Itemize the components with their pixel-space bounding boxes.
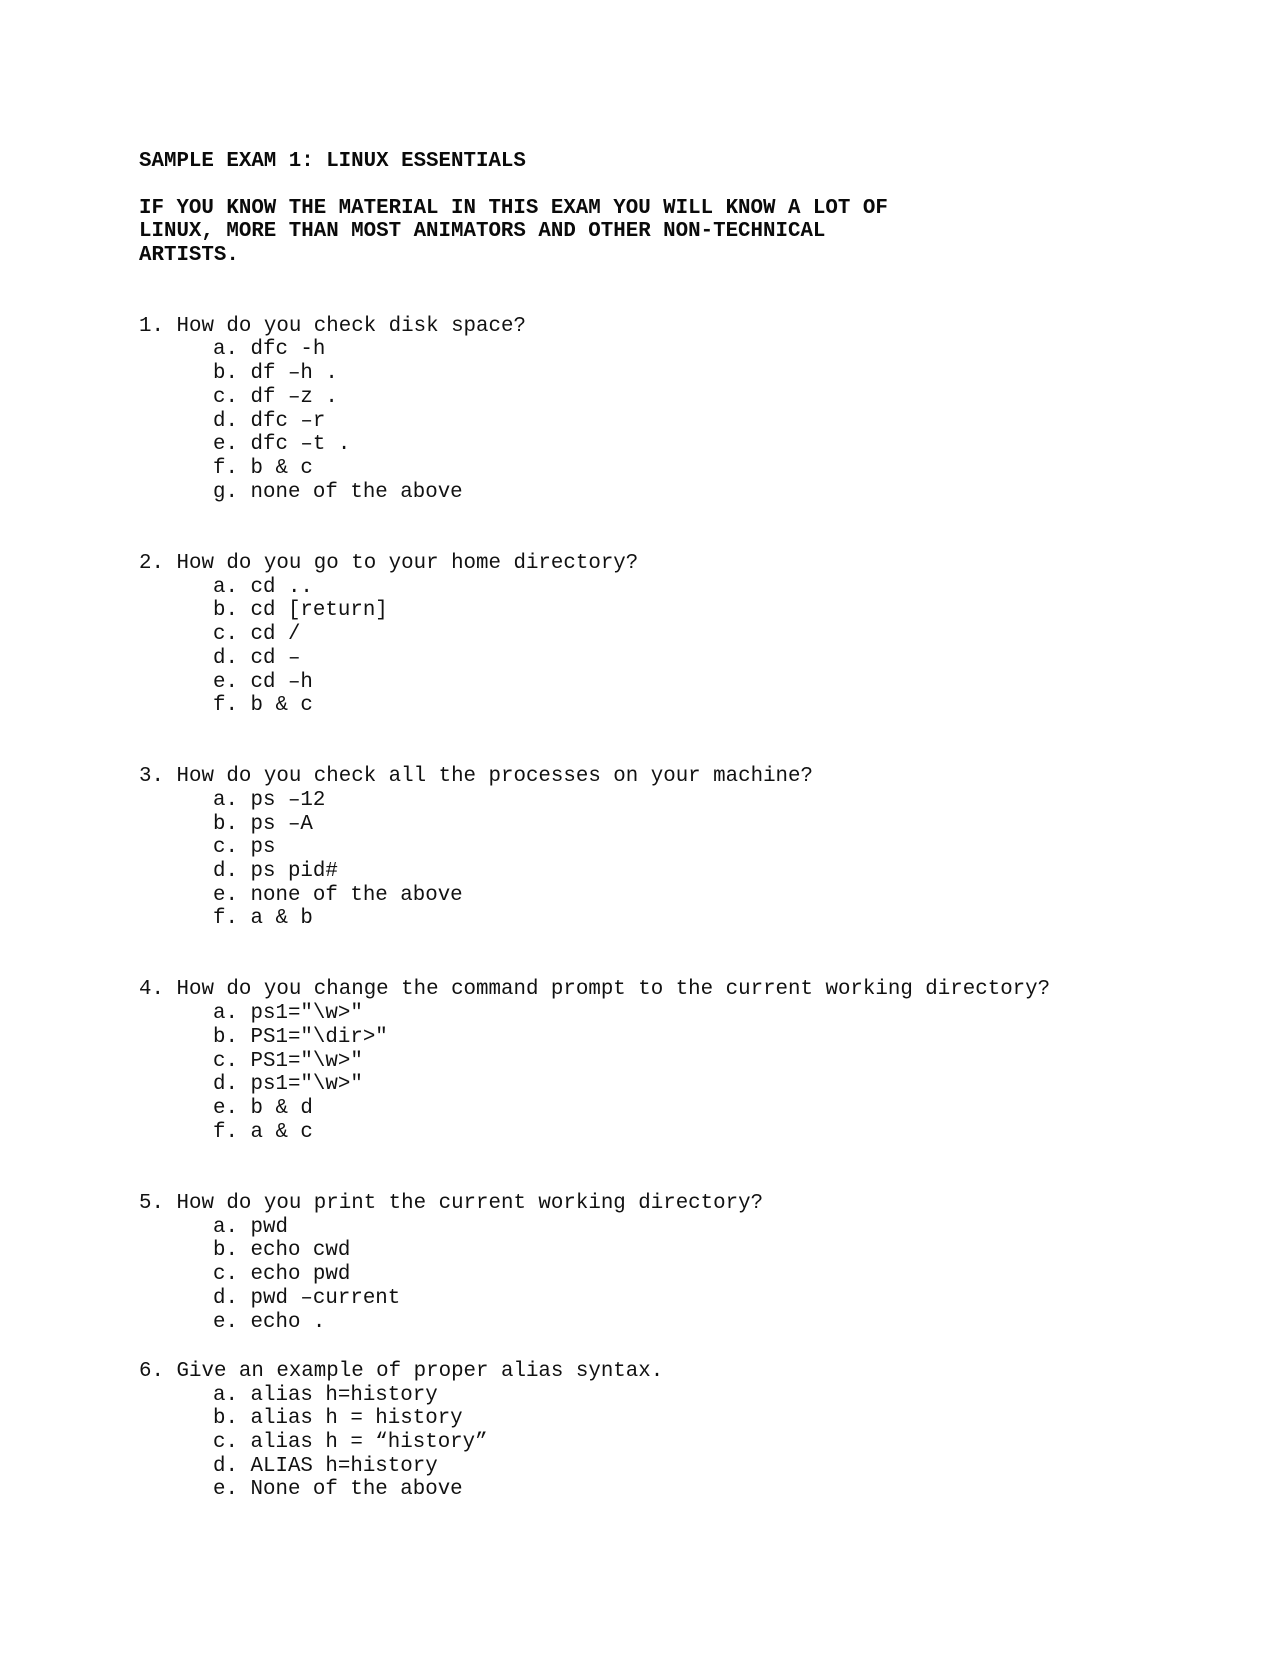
option-letter: e. (213, 433, 238, 456)
question-number: 3. (139, 765, 164, 788)
answer-option (213, 1239, 350, 1263)
answer-option (213, 1455, 438, 1479)
option-text: ps pid# (250, 860, 338, 883)
option-letter: a. (213, 789, 238, 812)
option-text: cd –h (250, 671, 313, 694)
answer-option (213, 694, 313, 718)
option-letter: b. (213, 813, 238, 836)
option-letter: d. (213, 1455, 238, 1478)
option-letter: e. (213, 1097, 238, 1120)
answer-option (213, 1073, 363, 1097)
option-letter: c. (213, 1431, 238, 1454)
option-text: ps1=″\w>″ (250, 1002, 363, 1025)
question-text (139, 315, 526, 339)
intro-line: ARTISTS. (139, 244, 239, 267)
answer-option (213, 813, 313, 837)
option-text: ALIAS h=history (250, 1455, 438, 1478)
option-letter: a. (213, 1216, 238, 1239)
answer-option (213, 1311, 325, 1335)
option-letter: f. (213, 1121, 238, 1144)
document-title: SAMPLE EXAM 1: LINUX ESSENTIALS (139, 150, 526, 173)
option-letter: a. (213, 338, 238, 361)
question-number: 4. (139, 978, 164, 1001)
option-text: a & c (250, 1121, 313, 1144)
option-letter: b. (213, 1026, 238, 1049)
option-letter: d. (213, 1073, 238, 1096)
answer-option (213, 362, 338, 386)
option-letter: d. (213, 647, 238, 670)
answer-option (213, 1263, 350, 1287)
option-text: cd .. (250, 576, 313, 599)
answer-option (213, 836, 275, 860)
option-text: cd / (250, 623, 301, 646)
answer-option (213, 576, 313, 600)
option-text: none of the above (250, 884, 463, 907)
answer-option (213, 1478, 463, 1502)
option-letter: a. (213, 1002, 238, 1025)
answer-option (213, 481, 463, 505)
option-text: cd – (250, 647, 301, 670)
question-number: 6. (139, 1360, 164, 1383)
question-prompt: Give an example of proper alias syntax. (176, 1360, 664, 1383)
option-text: b & c (250, 457, 313, 480)
intro-line: IF YOU KNOW THE MATERIAL IN THIS EXAM YOU WILL KNOW A LOT OF (139, 197, 888, 220)
answer-option (213, 386, 338, 410)
option-letter: e. (213, 1311, 238, 1334)
option-letter: e. (213, 1478, 238, 1501)
option-text: PS1=″\dir>″ (250, 1026, 388, 1049)
option-letter: c. (213, 1050, 238, 1073)
answer-option (213, 1216, 288, 1240)
option-text: df –h . (250, 362, 338, 385)
option-text: ps –A (250, 813, 313, 836)
answer-option (213, 907, 313, 931)
answer-option (213, 789, 325, 813)
answer-option (213, 671, 313, 695)
answer-option (213, 1050, 363, 1074)
answer-option (213, 884, 463, 908)
option-text: alias h = “history” (250, 1431, 488, 1454)
option-letter: d. (213, 1287, 238, 1310)
option-text: none of the above (250, 481, 463, 504)
option-text: ps (250, 836, 276, 859)
question-prompt: How do you check disk space? (176, 315, 526, 338)
answer-option (213, 860, 338, 884)
question-number: 1. (139, 315, 164, 338)
answer-option (213, 1002, 363, 1026)
option-letter: b. (213, 1407, 238, 1430)
question-number: 5. (139, 1192, 164, 1215)
option-letter: e. (213, 884, 238, 907)
answer-option (213, 647, 300, 671)
intro-line: LINUX, MORE THAN MOST ANIMATORS AND OTHER NON-TECHNICAL (139, 220, 826, 243)
answer-option (213, 623, 300, 647)
option-text: echo pwd (250, 1263, 351, 1286)
option-letter: a. (213, 576, 238, 599)
option-letter: e. (213, 671, 238, 694)
question-prompt: How do you print the current working directory? (176, 1192, 764, 1215)
option-text: ps1=″\w>″ (250, 1073, 363, 1096)
option-text: b & d (250, 1097, 313, 1120)
option-letter: b. (213, 362, 238, 385)
answer-option (213, 410, 325, 434)
answer-option (213, 599, 388, 623)
option-text: a & b (250, 907, 313, 930)
question-number: 2. (139, 552, 164, 575)
answer-option (213, 457, 313, 481)
answer-option (213, 1121, 313, 1145)
option-letter: c. (213, 836, 238, 859)
question-text (139, 1360, 663, 1384)
option-letter: d. (213, 860, 238, 883)
option-text: dfc –r (250, 410, 326, 433)
question-text (139, 978, 1050, 1002)
option-text: echo cwd (250, 1239, 351, 1262)
option-letter: c. (213, 623, 238, 646)
question-prompt: How do you check all the processes on your machine? (176, 765, 813, 788)
answer-option (213, 433, 350, 457)
option-letter: b. (213, 1239, 238, 1262)
option-text: pwd (250, 1216, 288, 1239)
option-text: echo . (250, 1311, 326, 1334)
question-text (139, 552, 638, 576)
option-letter: b. (213, 599, 238, 622)
option-letter: g. (213, 481, 238, 504)
option-text: dfc –t . (250, 433, 351, 456)
option-letter: f. (213, 694, 238, 717)
option-text: b & c (250, 694, 313, 717)
answer-option (213, 1407, 463, 1431)
option-letter: c. (213, 386, 238, 409)
option-letter: c. (213, 1263, 238, 1286)
option-text: PS1=″\w>″ (250, 1050, 363, 1073)
question-text (139, 765, 813, 789)
option-letter: f. (213, 457, 238, 480)
option-text: dfc -h (250, 338, 326, 361)
option-letter: f. (213, 907, 238, 930)
question-prompt: How do you change the command prompt to the current working directory? (176, 978, 1051, 1001)
option-letter: a. (213, 1384, 238, 1407)
option-text: pwd –current (250, 1287, 401, 1310)
option-text: cd [return] (250, 599, 388, 622)
option-text: alias h = history (250, 1407, 463, 1430)
answer-option (213, 338, 325, 362)
answer-option (213, 1097, 313, 1121)
answer-option (213, 1431, 488, 1455)
answer-option (213, 1384, 438, 1408)
answer-option (213, 1287, 400, 1311)
question-text (139, 1192, 763, 1216)
question-prompt: How do you go to your home directory? (176, 552, 639, 575)
option-text: ps –12 (250, 789, 326, 812)
option-letter: d. (213, 410, 238, 433)
option-text: alias h=history (250, 1384, 438, 1407)
option-text: None of the above (250, 1478, 463, 1501)
answer-option (213, 1026, 388, 1050)
option-text: df –z . (250, 386, 338, 409)
